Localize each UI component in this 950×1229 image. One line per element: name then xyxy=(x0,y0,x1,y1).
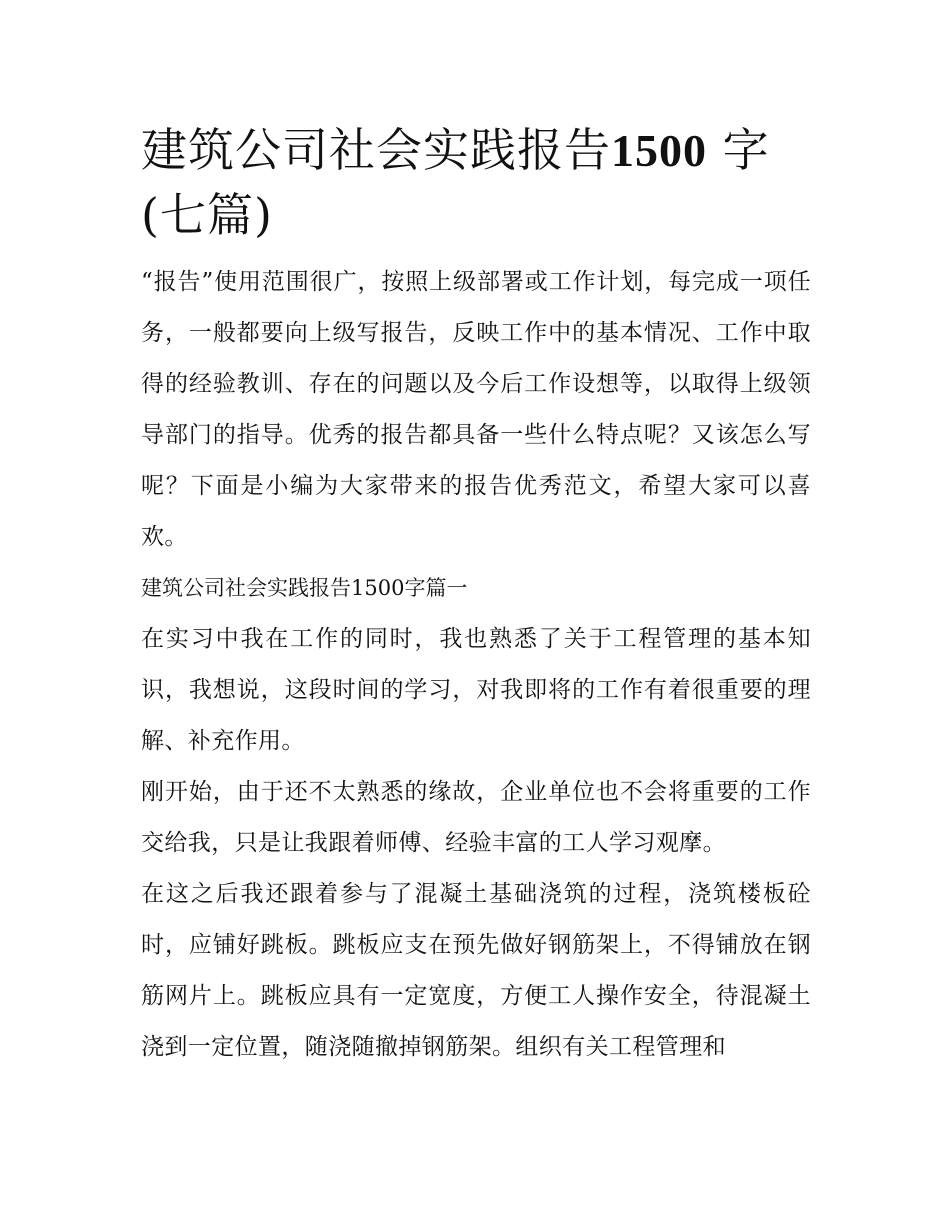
intro-paragraph: “报告”使用范围很广，按照上级部署或工作计划，每完成一项任务，一般都要向上级写报告，反映工作中的基本情况、工作中取得的经验教训、存在的问题以及今后工作设想等，以取得上级领导部门的指导。优秀的报告都具备一些什么特点呢？又该怎么写呢？下面是小编为大家带来的报告优秀范文，希望大家可以喜欢。 xyxy=(141,269,811,550)
document-title xyxy=(141,118,811,247)
body-paragraph-3: 在这之后我还跟着参与了混凝土基础浇筑的过程，浇筑楼板砼时，应铺好跳板。跳板应支在预先做好钢筋架上，不得铺放在钢筋网片上。跳板应具有一定宽度，方便工人操作安全，待混凝土浇到一定位置，随浇随撤掉钢筋架。组织有关工程管理和 xyxy=(141,881,811,1060)
document-content xyxy=(141,118,811,1073)
title-suffix: 字(七篇) xyxy=(141,123,770,242)
section-heading: 建筑公司社会实践报告1500字篇一 xyxy=(141,576,468,600)
body-paragraph-1: 在实习中我在工作的同时，我也熟悉了关于工程管理的基本知识，我想说，这段时间的学习，对我即将的工作有着很重要的理解、补充作用。 xyxy=(141,626,811,754)
title-text: 建筑公司社会实践报告 xyxy=(141,123,611,177)
body-paragraph-2: 刚开始，由于还不太熟悉的缘故，企业单位也不会将重要的工作交给我，只是让我跟着师傅、经验丰富的工人学习观摩。 xyxy=(141,779,811,856)
title-number: 1500 xyxy=(611,125,707,176)
